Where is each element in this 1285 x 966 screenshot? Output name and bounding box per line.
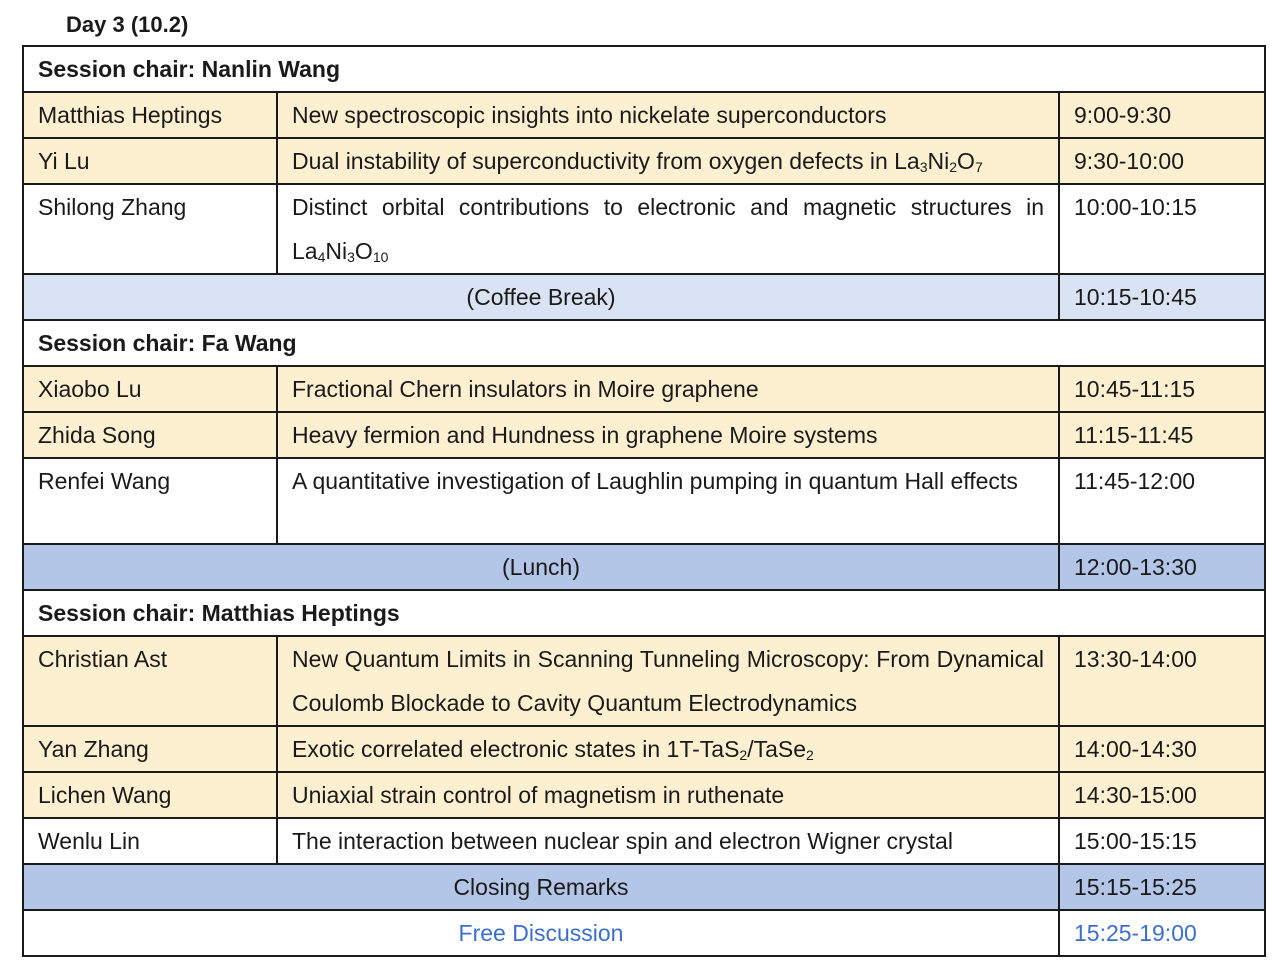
talk-title: A quantitative investigation of Laughlin pumping in quantum Hall effects [277, 458, 1059, 544]
coffee-break-label: (Coffee Break) [23, 274, 1059, 320]
talk-title: Heavy fermion and Hundness in graphene Moire systems [277, 412, 1059, 458]
talk-title: Uniaxial strain control of magnetism in ruthenate [277, 772, 1059, 818]
talk-time: 9:30-10:00 [1059, 138, 1265, 184]
talk-title [277, 726, 1059, 772]
talk-time: 13:30-14:00 [1059, 636, 1265, 726]
session-chair: Session chair: Nanlin Wang [23, 46, 1265, 92]
speaker-name: Yi Lu [23, 138, 277, 184]
talk-title: Fractional Chern insulators in Moire graphene [277, 366, 1059, 412]
formula-element: O [957, 148, 975, 174]
formula-element: /TaSe [747, 736, 807, 762]
day-title: Day 3 (10.2) [66, 12, 189, 37]
session-chair: Session chair: Matthias Heptings [23, 590, 1265, 636]
talk-time: 14:00-14:30 [1059, 726, 1265, 772]
session-chair-row [23, 320, 1265, 366]
talk-row [23, 772, 1265, 818]
talk-row [23, 412, 1265, 458]
formula-element: Ni [927, 148, 950, 174]
talk-time: 10:00-10:15 [1059, 184, 1265, 274]
talk-row [23, 726, 1265, 772]
speaker-name: Zhida Song [23, 412, 277, 458]
formula-element: O [354, 238, 373, 264]
break-row [23, 544, 1265, 590]
speaker-name: Lichen Wang [23, 772, 277, 818]
formula-subscript: 4 [317, 249, 326, 265]
talk-title-text: Dual instability of superconductivity from oxygen defects in La [292, 148, 920, 174]
talk-time: 9:00-9:30 [1059, 92, 1265, 138]
session-chair: Session chair: Fa Wang [23, 320, 1265, 366]
speaker-name: Yan Zhang [23, 726, 277, 772]
speaker-name: Renfei Wang [23, 458, 277, 544]
chemical-formula [318, 238, 389, 264]
speaker-name: Wenlu Lin [23, 818, 277, 864]
talk-row [23, 92, 1265, 138]
closing-row [23, 864, 1265, 910]
break-row [23, 274, 1265, 320]
talk-title-text: Distinct orbital contributions to electronic and magnetic structures in La [292, 194, 1044, 264]
formula-subscript: 2 [739, 747, 748, 763]
talk-title: The interaction between nuclear spin and electron Wigner crystal [277, 818, 1059, 864]
free-discussion-label: Free Discussion [23, 910, 1059, 956]
chemical-formula [739, 736, 813, 762]
formula-subscript: 3 [919, 159, 928, 175]
talk-time: 15:00-15:15 [1059, 818, 1265, 864]
talk-title-text: Exotic correlated electronic states in 1T-TaS [292, 736, 740, 762]
speaker-name: Shilong Zhang [23, 184, 277, 274]
talk-title: New spectroscopic insights into nickelate superconductors [277, 92, 1059, 138]
formula-subscript: 3 [347, 249, 355, 265]
schedule-table [22, 45, 1266, 957]
talk-title [277, 138, 1059, 184]
talk-time: 10:45-11:15 [1059, 366, 1265, 412]
talk-row [23, 138, 1265, 184]
talk-row [23, 818, 1265, 864]
talk-row [23, 184, 1265, 274]
talk-time: 11:45-12:00 [1059, 458, 1265, 544]
lunch-label: (Lunch) [23, 544, 1059, 590]
formula-subscript: 7 [974, 159, 983, 175]
speaker-name: Xiaobo Lu [23, 366, 277, 412]
session-chair-row [23, 46, 1265, 92]
formula-subscript: 2 [949, 159, 958, 175]
talk-title [277, 184, 1059, 274]
free-discussion-time: 15:25-19:00 [1059, 910, 1265, 956]
talk-row [23, 458, 1265, 544]
speaker-name: Matthias Heptings [23, 92, 277, 138]
talk-time: 14:30-15:00 [1059, 772, 1265, 818]
closing-remarks-label: Closing Remarks [23, 864, 1059, 910]
chemical-formula [920, 148, 983, 174]
free-discussion-row [23, 910, 1265, 956]
formula-subscript: 2 [806, 747, 814, 763]
talk-row [23, 636, 1265, 726]
formula-subscript: 10 [372, 249, 389, 265]
talk-title: New Quantum Limits in Scanning Tunneling Microscopy: From Dynamical Coulomb Blockade to Cavity Quantum Electrodynamics [277, 636, 1059, 726]
break-time: 10:15-10:45 [1059, 274, 1265, 320]
formula-element: Ni [325, 238, 348, 264]
session-chair-row [23, 590, 1265, 636]
speaker-name: Christian Ast [23, 636, 277, 726]
break-time: 12:00-13:30 [1059, 544, 1265, 590]
talk-time: 11:15-11:45 [1059, 412, 1265, 458]
closing-time: 15:15-15:25 [1059, 864, 1265, 910]
talk-row [23, 366, 1265, 412]
